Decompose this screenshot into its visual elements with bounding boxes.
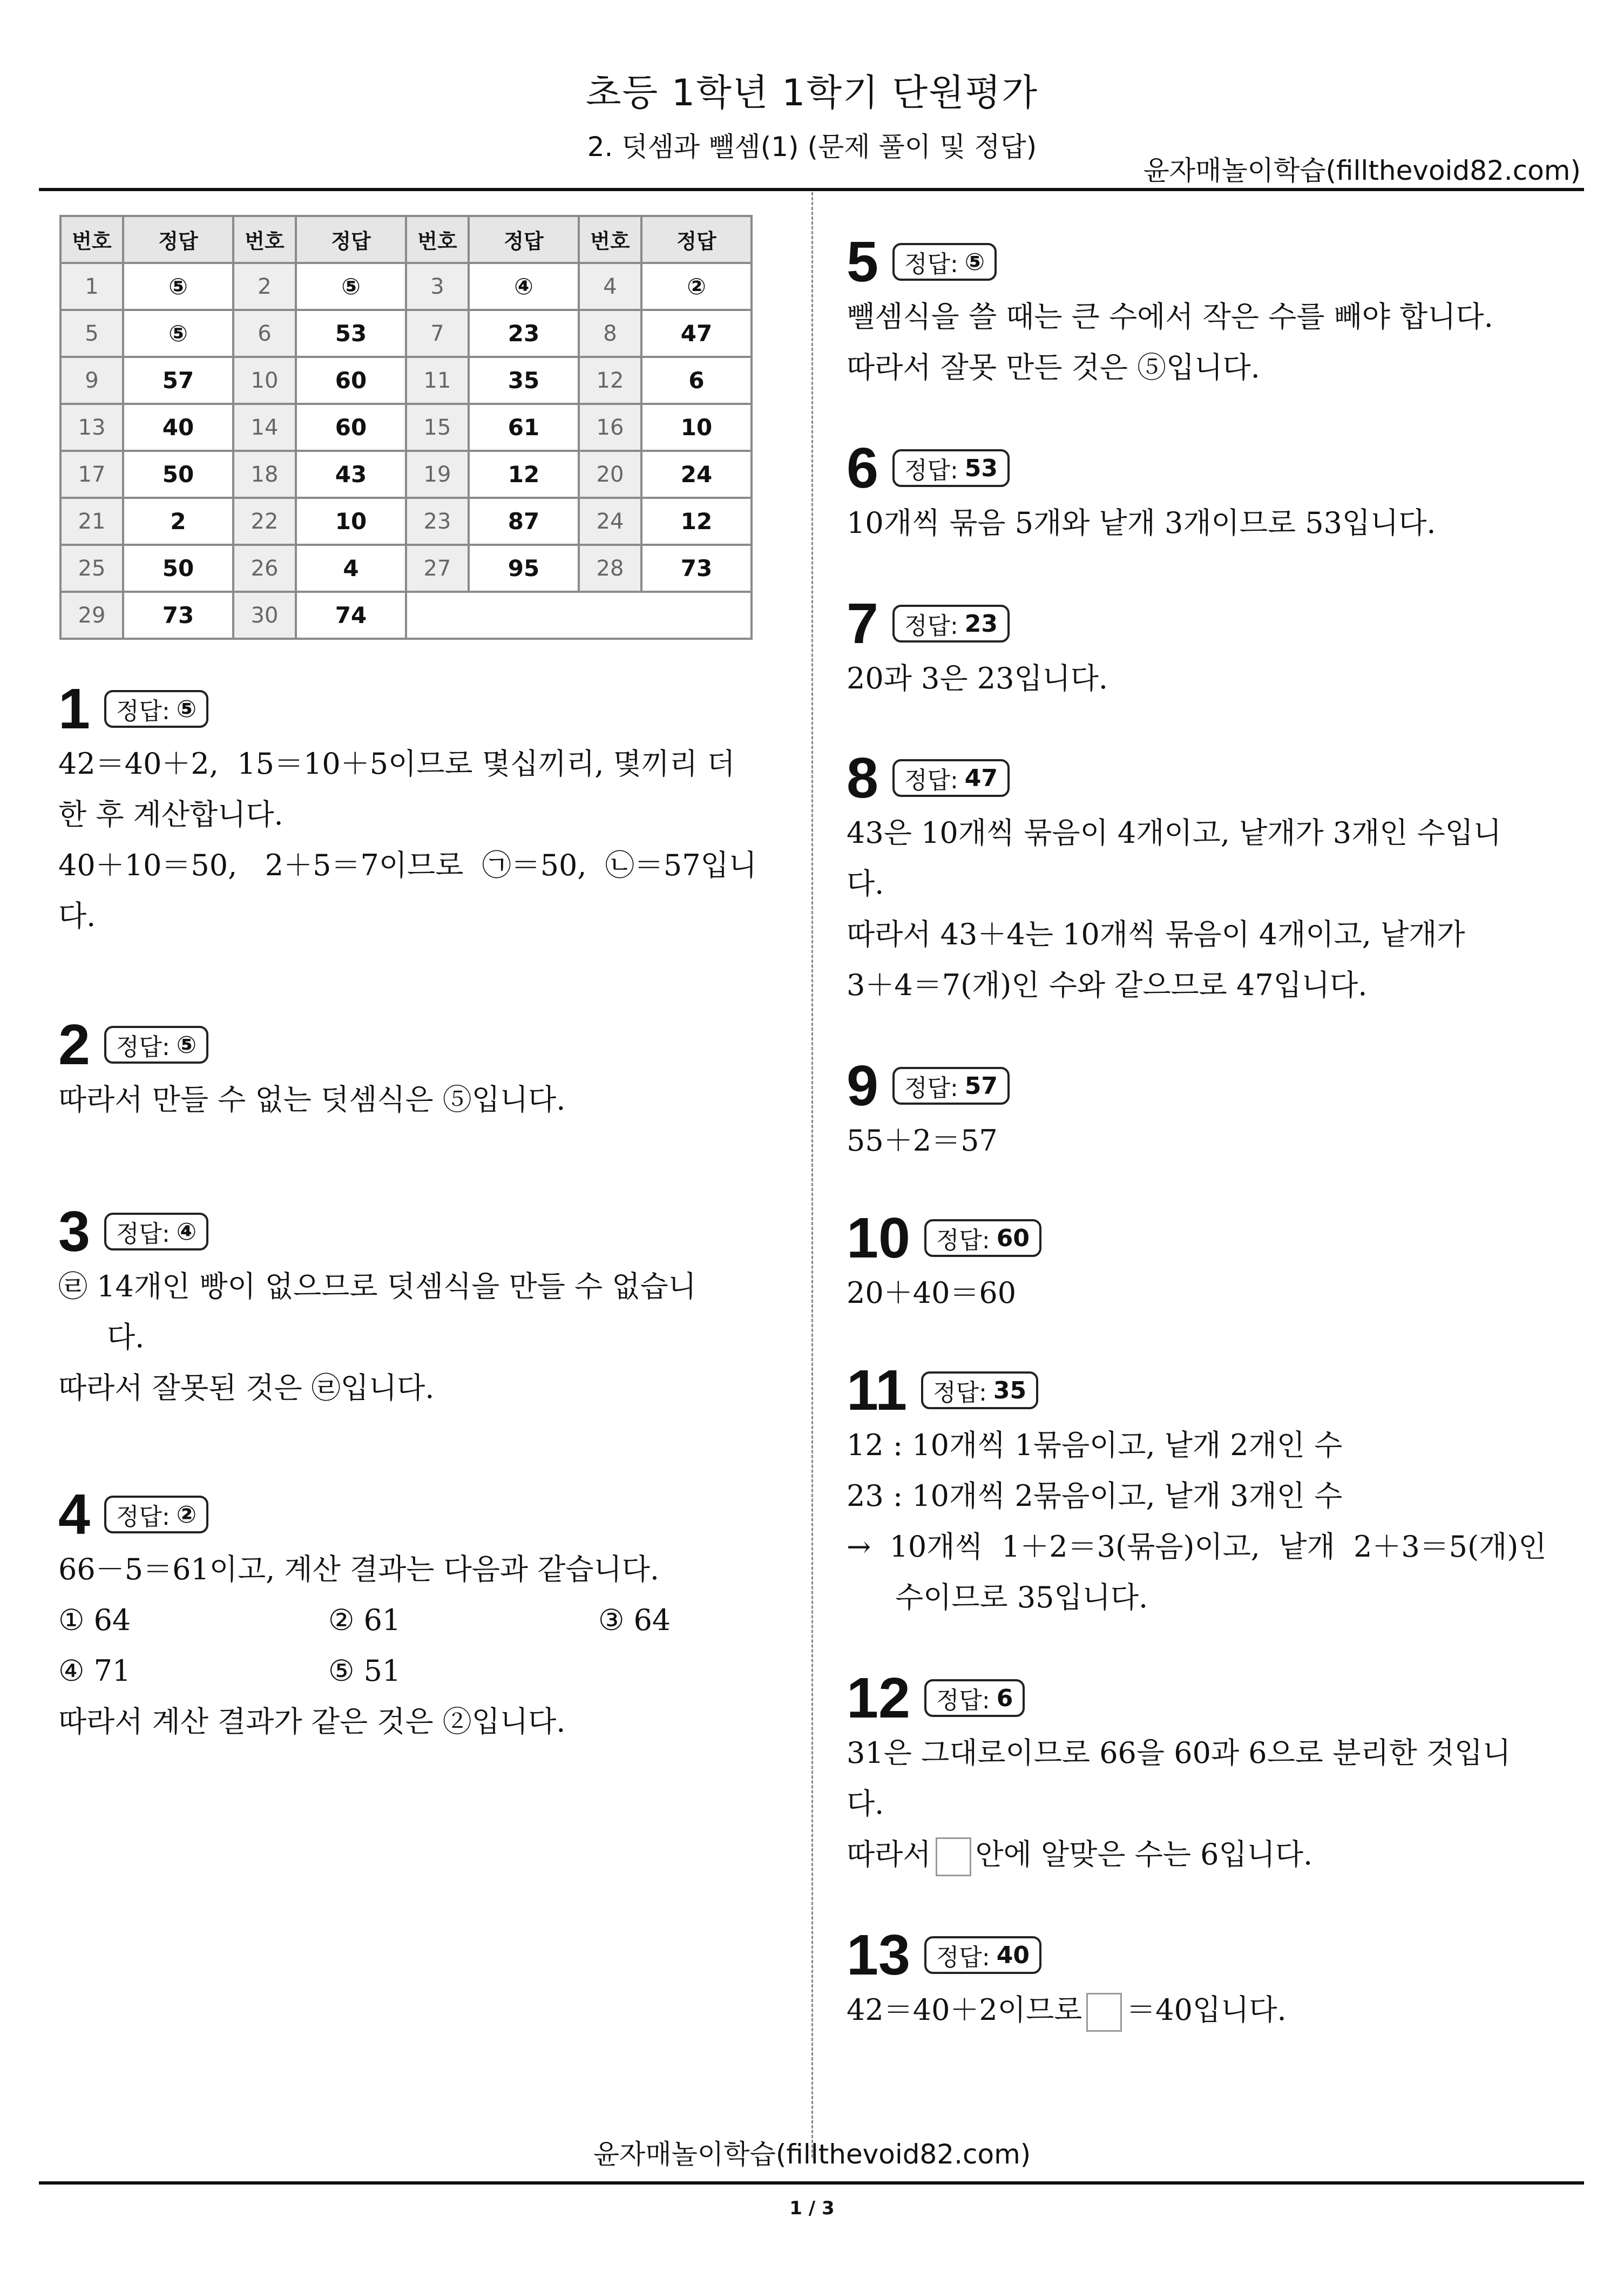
answer-badge: 정답: 6 bbox=[924, 1679, 1025, 1717]
answer-cell: 40 bbox=[123, 404, 233, 451]
answer-badge: 정답: ② bbox=[104, 1496, 208, 1533]
question-number-cell: 29 bbox=[60, 592, 123, 639]
answer-cell: ⑤ bbox=[123, 263, 233, 310]
table-header-row bbox=[60, 216, 752, 263]
answer-cell: 47 bbox=[641, 310, 752, 357]
problem-number: 1 bbox=[58, 677, 90, 741]
header-num: 번호 bbox=[60, 216, 123, 263]
question-number-cell: 1 bbox=[60, 263, 123, 310]
option-item: ③ 64 bbox=[598, 1603, 671, 1637]
problem-11 bbox=[847, 1358, 1547, 1623]
question-number-cell: 2 bbox=[233, 263, 296, 310]
solution-line: 20과 3은 23입니다. bbox=[847, 661, 1108, 695]
answer-cell: 50 bbox=[123, 451, 233, 498]
blank-box bbox=[936, 1837, 971, 1876]
solution-line: 66－5＝61이고, 계산 결과는 다음과 같습니다. bbox=[58, 1552, 660, 1586]
problem-7 bbox=[847, 594, 1108, 704]
answer-badge: 정답: 23 bbox=[892, 605, 1010, 643]
answer-cell: ⑤ bbox=[123, 310, 233, 357]
question-number-cell: 22 bbox=[233, 498, 296, 545]
solution-line: 55＋2＝57 bbox=[847, 1124, 998, 1158]
answer-cell: 60 bbox=[296, 357, 406, 404]
table-row bbox=[60, 357, 752, 404]
problem-number: 10 bbox=[847, 1206, 910, 1270]
answer-cell: 10 bbox=[641, 404, 752, 451]
problem-number: 6 bbox=[847, 436, 878, 500]
answer-badge: 정답: 47 bbox=[892, 759, 1010, 797]
question-number-cell: 16 bbox=[579, 404, 641, 451]
question-number-cell: 25 bbox=[60, 545, 123, 592]
site-credit-bottom: 윤자매놀이학습(fillthevoid82.com) bbox=[593, 2139, 1031, 2170]
solution-line: 23 : 10개씩 2묶음이고, 낱개 3개인 수 bbox=[847, 1479, 1343, 1513]
solution-line: 다. bbox=[847, 1787, 884, 1821]
answer-cell: 23 bbox=[469, 310, 579, 357]
header-answer: 정답 bbox=[469, 216, 579, 263]
table-row bbox=[60, 545, 752, 592]
header-num: 번호 bbox=[233, 216, 296, 263]
header-num: 번호 bbox=[579, 216, 641, 263]
problem-5 bbox=[847, 232, 1493, 393]
problem-number: 3 bbox=[58, 1200, 90, 1263]
option-item: ④ 71 bbox=[58, 1654, 131, 1688]
question-number-cell: 19 bbox=[406, 451, 469, 498]
answer-cell: 74 bbox=[296, 592, 406, 639]
header-answer: 정답 bbox=[123, 216, 233, 263]
question-number-cell: 30 bbox=[233, 592, 296, 639]
problem-10 bbox=[847, 1208, 1041, 1319]
problem-number: 8 bbox=[847, 746, 878, 810]
answer-cell: 4 bbox=[296, 545, 406, 592]
table-row bbox=[60, 592, 752, 639]
solution-line: 3＋4＝7(개)인 수와 같으므로 47입니다. bbox=[847, 968, 1368, 1002]
question-number-cell: 9 bbox=[60, 357, 123, 404]
question-number-cell: 21 bbox=[60, 498, 123, 545]
question-number-cell: 18 bbox=[233, 451, 296, 498]
answer-badge: 정답: 40 bbox=[924, 1936, 1041, 1974]
answer-cell: 87 bbox=[469, 498, 579, 545]
answer-cell: 12 bbox=[469, 451, 579, 498]
solution-line: 수이므로 35입니다. bbox=[895, 1580, 1148, 1614]
solution-line: ㉣ 14개인 빵이 없으므로 덧셈식을 만들 수 없습니 bbox=[58, 1269, 696, 1303]
answer-cell: ④ bbox=[469, 263, 579, 310]
header-answer: 정답 bbox=[296, 216, 406, 263]
blank-box bbox=[1086, 1993, 1122, 2032]
question-number-cell: 23 bbox=[406, 498, 469, 545]
solution-line: → 10개씩 1＋2＝3(묶음)이고, 낱개 2＋3＝5(개)인 bbox=[847, 1530, 1547, 1564]
site-credit-top: 윤자매놀이학습(fillthevoid82.com) bbox=[1143, 155, 1581, 186]
problem-8 bbox=[847, 748, 1501, 1011]
answer-badge: 정답: 60 bbox=[924, 1219, 1041, 1257]
solution-line: 다. bbox=[107, 1320, 145, 1354]
question-number-cell: 8 bbox=[579, 310, 641, 357]
answer-cell: 35 bbox=[469, 357, 579, 404]
answer-cell: 2 bbox=[123, 498, 233, 545]
problem-number: 11 bbox=[847, 1358, 908, 1422]
solution-line: 42＝40＋2이므로 ＝40입니다. bbox=[847, 1985, 1287, 2036]
solution-line: 따라서 잘못 만든 것은 ⑤입니다. bbox=[847, 350, 1260, 384]
solution-line: 다. bbox=[847, 867, 884, 901]
page-number: 1 / 3 bbox=[789, 2198, 835, 2219]
answer-cell: 53 bbox=[296, 310, 406, 357]
problem-number: 5 bbox=[847, 230, 878, 294]
solution-line: 다. bbox=[58, 899, 96, 933]
answer-cell: 6 bbox=[641, 357, 752, 404]
answer-cell: 43 bbox=[296, 451, 406, 498]
question-number-cell: 17 bbox=[60, 451, 123, 498]
solution-line: 따라서 안에 알맞은 수는 6입니다. bbox=[847, 1829, 1511, 1880]
question-number-cell: 15 bbox=[406, 404, 469, 451]
question-number-cell: 27 bbox=[406, 545, 469, 592]
problem-number: 7 bbox=[847, 592, 878, 655]
table-row bbox=[60, 404, 752, 451]
column-divider bbox=[811, 192, 813, 2158]
answer-badge: 정답: ⑤ bbox=[104, 690, 208, 728]
answer-cell: 60 bbox=[296, 404, 406, 451]
question-number-cell: 6 bbox=[233, 310, 296, 357]
header-num: 번호 bbox=[406, 216, 469, 263]
answer-cell: 12 bbox=[641, 498, 752, 545]
solution-line: 20＋40＝60 bbox=[847, 1276, 1017, 1310]
solution-line: 따라서 잘못된 것은 ㉣입니다. bbox=[58, 1371, 435, 1405]
answer-cell: 50 bbox=[123, 545, 233, 592]
empty-cell bbox=[406, 592, 752, 639]
question-number-cell: 24 bbox=[579, 498, 641, 545]
problem-number: 4 bbox=[58, 1483, 90, 1546]
question-number-cell: 20 bbox=[579, 451, 641, 498]
footer-rule bbox=[39, 2181, 1584, 2185]
question-number-cell: 10 bbox=[233, 357, 296, 404]
answer-badge: 정답: 35 bbox=[921, 1371, 1038, 1409]
answer-cell: 95 bbox=[469, 545, 579, 592]
answer-cell: 73 bbox=[123, 592, 233, 639]
question-number-cell: 5 bbox=[60, 310, 123, 357]
answer-cell: 61 bbox=[469, 404, 579, 451]
solution-line: 43은 10개씩 묶음이 4개이고, 낱개가 3개인 수입니 bbox=[847, 816, 1502, 850]
answer-cell: ② bbox=[641, 263, 752, 310]
question-number-cell: 26 bbox=[233, 545, 296, 592]
question-number-cell: 7 bbox=[406, 310, 469, 357]
question-number-cell: 11 bbox=[406, 357, 469, 404]
problem-2 bbox=[58, 1015, 565, 1125]
solution-line: 따라서 43＋4는 10개씩 묶음이 4개이고, 낱개가 bbox=[847, 917, 1465, 951]
answer-cell: 57 bbox=[123, 357, 233, 404]
problem-number: 2 bbox=[58, 1013, 90, 1077]
solution-line: 한 후 계산합니다. bbox=[58, 797, 283, 831]
question-number-cell: 14 bbox=[233, 404, 296, 451]
answer-badge: 정답: 57 bbox=[892, 1067, 1010, 1105]
solution-line: 따라서 계산 결과가 같은 것은 ②입니다. bbox=[58, 1705, 566, 1739]
problem-number: 9 bbox=[847, 1054, 878, 1118]
answer-cell: ⑤ bbox=[296, 263, 406, 310]
problem-3 bbox=[58, 1202, 696, 1414]
table-row bbox=[60, 498, 752, 545]
page-subtitle: 2. 덧셈과 뺄셈(1) (문제 풀이 및 정답) bbox=[587, 131, 1037, 163]
question-number-cell: 12 bbox=[579, 357, 641, 404]
header-rule bbox=[39, 188, 1584, 191]
problem-number: 12 bbox=[847, 1666, 910, 1730]
solution-line: 따라서 만들 수 없는 덧셈식은 ⑤입니다. bbox=[58, 1083, 566, 1117]
option-item: ② 61 bbox=[328, 1603, 401, 1637]
question-number-cell: 3 bbox=[406, 263, 469, 310]
problem-9 bbox=[847, 1056, 1010, 1166]
option-row bbox=[58, 1595, 671, 1646]
table-row bbox=[60, 310, 752, 357]
problem-12 bbox=[847, 1668, 1511, 1880]
header-answer: 정답 bbox=[641, 216, 752, 263]
solution-line: 12 : 10개씩 1묶음이고, 낱개 2개인 수 bbox=[847, 1428, 1343, 1462]
solution-line: 10개씩 묶음 5개와 낱개 3개이므로 53입니다. bbox=[847, 506, 1436, 540]
question-number-cell: 4 bbox=[579, 263, 641, 310]
answer-badge: 정답: 53 bbox=[892, 449, 1010, 487]
answer-cell: 10 bbox=[296, 498, 406, 545]
answer-badge: 정답: ④ bbox=[104, 1213, 208, 1250]
answer-cell: 24 bbox=[641, 451, 752, 498]
table-row bbox=[60, 451, 752, 498]
answer-cell: 73 bbox=[641, 545, 752, 592]
solution-line: 뺄셈식을 쓸 때는 큰 수에서 작은 수를 빼야 합니다. bbox=[847, 300, 1493, 334]
solution-line: 40＋10＝50, 2＋5＝7이므로 ㉠＝50, ㉡＝57입니 bbox=[58, 848, 757, 882]
solution-line: 42＝40＋2, 15＝10＋5이므로 몇십끼리, 몇끼리 더 bbox=[58, 747, 735, 781]
solution-line: 31은 그대로이므로 66을 60과 6으로 분리한 것입니 bbox=[847, 1736, 1511, 1770]
problem-13 bbox=[847, 1925, 1287, 2036]
problem-1 bbox=[58, 679, 757, 942]
problem-number: 13 bbox=[847, 1923, 910, 1987]
problem-6 bbox=[847, 438, 1436, 549]
option-row bbox=[58, 1646, 671, 1696]
answer-badge: 정답: ⑤ bbox=[104, 1026, 208, 1064]
question-number-cell: 28 bbox=[579, 545, 641, 592]
page-title: 초등 1학년 1학기 단원평가 bbox=[585, 72, 1039, 114]
answer-table bbox=[59, 215, 753, 640]
option-item: ⑤ 51 bbox=[328, 1654, 401, 1688]
answer-badge: 정답: ⑤ bbox=[892, 243, 997, 281]
problem-4 bbox=[58, 1485, 671, 1747]
question-number-cell: 13 bbox=[60, 404, 123, 451]
table-row bbox=[60, 263, 752, 310]
option-item: ① 64 bbox=[58, 1603, 131, 1637]
